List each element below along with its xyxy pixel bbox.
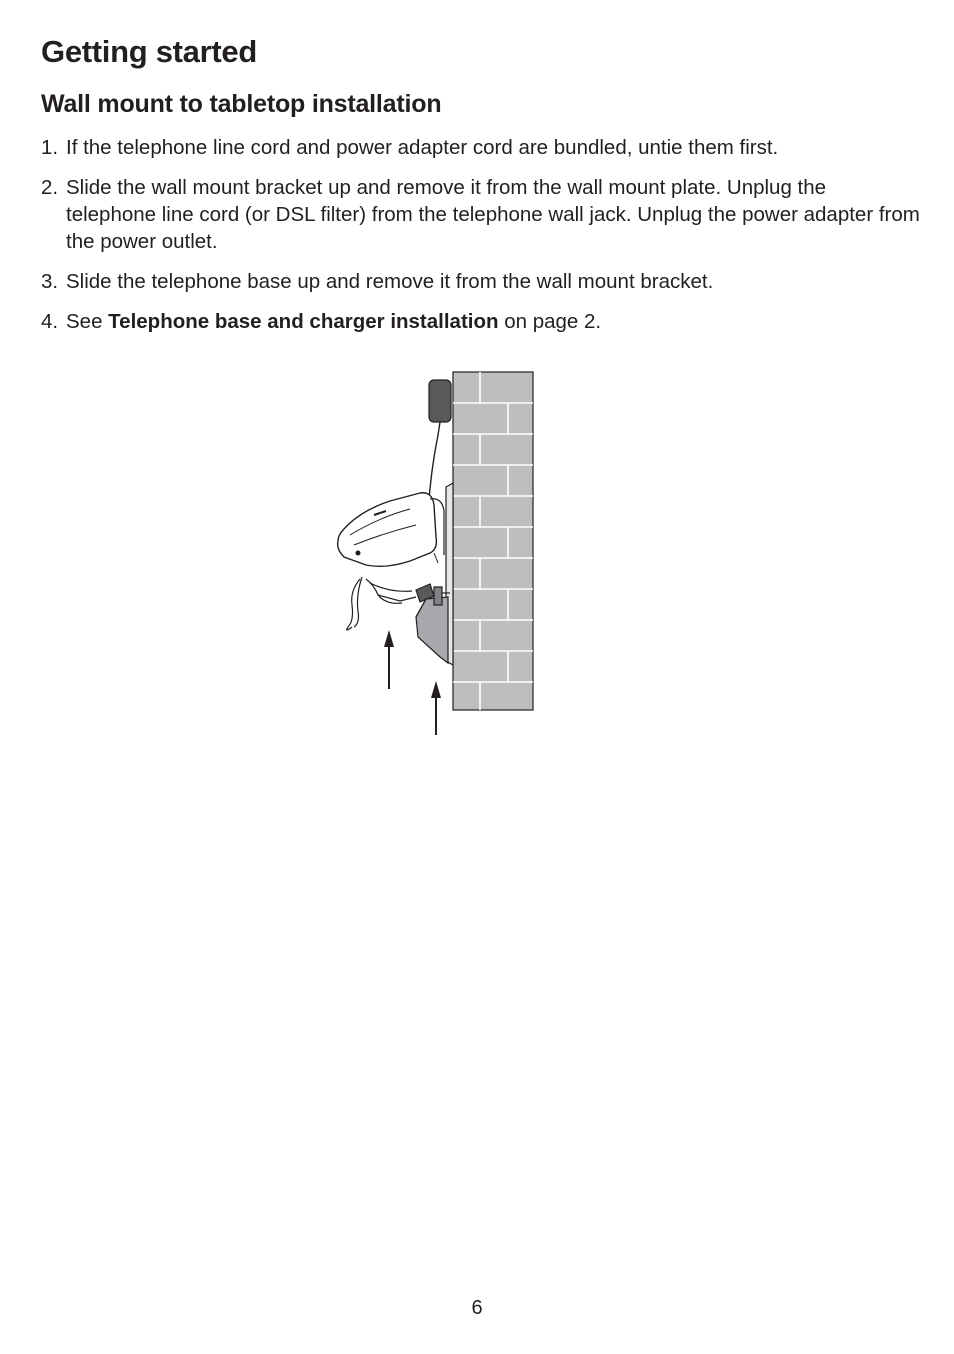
step-text (66, 310, 601, 333)
step-text: Slide the telephone base up and remove it from the wall mount bracket. (66, 270, 714, 293)
step-1 (41, 134, 921, 161)
step-text-before: See (66, 310, 109, 333)
step-number: 1. (41, 136, 59, 159)
step-number: 3. (41, 270, 59, 293)
up-arrow-icon (431, 681, 441, 735)
step-text: Slide the wall mount bracket up and remove it from the wall mount plate. Unplug the telephone line cord (or DSL filter) from the telephone wall jack. Unplug the power adapter from the power outlet. (66, 176, 920, 253)
instruction-steps (41, 134, 921, 348)
step-number: 4. (41, 310, 59, 333)
cross-reference: Telephone base and charger installation (108, 310, 499, 333)
step-4 (41, 308, 921, 335)
page-title: Getting started (41, 34, 257, 69)
step-text-after: on page 2. (498, 310, 602, 333)
step-text: If the telephone line cord and power adapter cord are bundled, untie them first. (66, 136, 779, 159)
page-number: 6 (471, 1297, 483, 1319)
brick-wall (453, 372, 533, 710)
telephone-base (338, 493, 444, 567)
wall-mount-removal-illustration (330, 365, 545, 745)
step-number: 2. (41, 176, 59, 199)
step-3 (41, 268, 921, 295)
up-arrow-icon (384, 630, 394, 689)
section-title: Wall mount to tabletop installation (41, 90, 442, 118)
step-2 (41, 174, 921, 255)
